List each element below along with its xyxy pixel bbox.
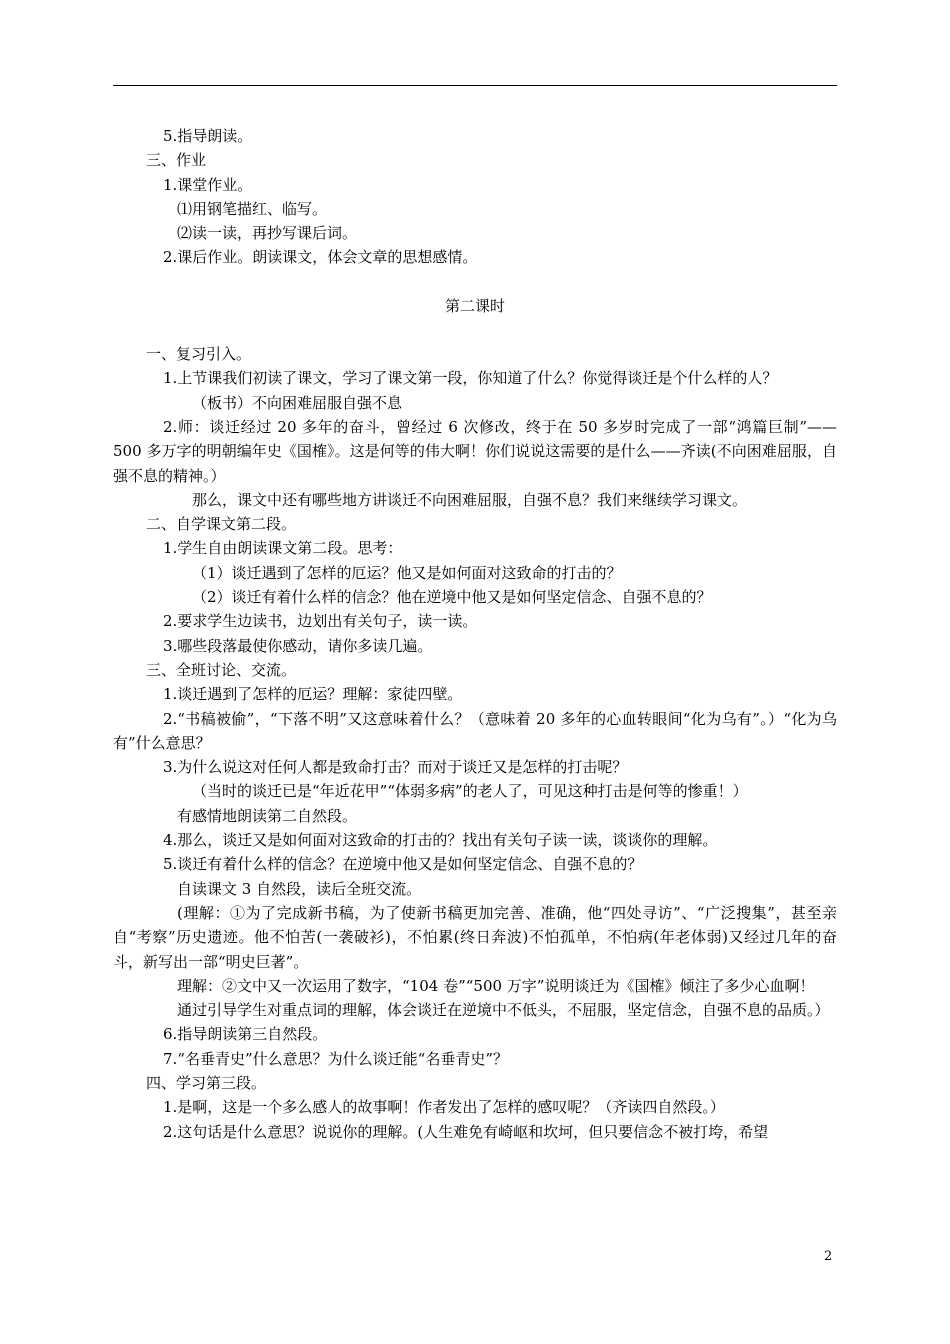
text-line: 1.课堂作业。 bbox=[163, 175, 253, 194]
text-line: （1）谈迁遇到了怎样的厄运？他又是如何面对这致命的打击的？ bbox=[192, 563, 622, 582]
text-line: 1.上节课我们初读了课文，学习了课文第一段，你知道了什么？你觉得谈迁是个什么样的人？ bbox=[163, 369, 778, 388]
section-heading: 三、作业 bbox=[146, 151, 207, 170]
section-heading: 二、自学课文第二段。 bbox=[146, 515, 297, 534]
text-line: 有感情地朗读第二自然段。 bbox=[177, 806, 358, 825]
lesson-title: 第二课时 bbox=[444, 296, 505, 315]
text-line: 1.学生自由朗读课文第二段。思考： bbox=[163, 539, 403, 558]
paragraph: 通过引导学生对重点词的理解，体会谈迁在逆境中不低头，不屈服，坚定信念，自强不息的品质。） bbox=[177, 1001, 830, 1020]
text-line: 7.“名垂青史”什么意思？为什么谈迁能“名垂青史”？ bbox=[163, 1049, 508, 1068]
text-line: 5.指导朗读。 bbox=[163, 127, 253, 145]
text-line: 2.要求学生边读书，边划出有关句子，读一读。 bbox=[163, 612, 478, 631]
paragraph: (理解：①为了完成新书稿，为了使新书稿更加完善、准确，他“四处寻访”、“广泛搜集”，甚至亲自“考察”历史遗迹。他不怕苦(一袭破衫)，不怕累(终日奔波)不怕孤单，不怕病(年老体弱)又经过几年的奋斗，新写出一部“明史巨著”。 bbox=[113, 903, 837, 971]
text-line: 自读课文 3 自然段，读后全班交流。 bbox=[177, 879, 422, 898]
text-line: ⑴用钢笔描红、临写。 bbox=[177, 199, 328, 218]
text-line: 2.课后作业。朗读课文，体会文章的思想感情。 bbox=[163, 248, 478, 267]
paragraph: 2.“书稿被偷”，“下落不明”又这意味着什么？（意味着 20 多年的心血转眼间“化为乌有”。）“化为乌有”什么意思？ bbox=[113, 709, 837, 752]
text-line: 4.那么，谈迁又是如何面对这致命的打击的？找出有关句子读一读，谈谈你的理解。 bbox=[163, 831, 718, 850]
text-line: ⑵读一读，再抄写课后词。 bbox=[177, 224, 358, 243]
page-number: 2 bbox=[824, 1249, 833, 1264]
section-heading: 三、全班讨论、交流。 bbox=[146, 660, 297, 679]
text-line: 6.指导朗读第三自然段。 bbox=[163, 1025, 328, 1044]
paragraph: 理解：②文中又一次运用了数字，“104 卷”“500 万字”说明谈迁为《国榷》倾注了多少心血啊！ bbox=[177, 976, 815, 995]
header-rule bbox=[113, 85, 837, 86]
text-line: （2）谈迁有着什么样的信念？他在逆境中他又是如何坚定信念、自强不息的？ bbox=[192, 588, 712, 607]
text-line: 那么，课文中还有哪些地方讲谈迁不向困难屈服，自强不息？我们来继续学习课文。 bbox=[192, 490, 748, 509]
text-line: （板书）不向困难屈服自强不息 bbox=[192, 393, 403, 412]
text-line: 5.谈迁有着什么样的信念？在逆境中他又是如何坚定信念、自强不息的？ bbox=[163, 855, 643, 874]
text-line: 3.哪些段落最使你感动，请你多读几遍。 bbox=[163, 636, 433, 655]
section-heading: 四、学习第三段。 bbox=[146, 1073, 267, 1092]
paragraph: 2.师：谈迁经过 20 多年的奋斗，曾经过 6 次修改，终于在 50 多岁时完成了一部“鸿篇巨制”——500 多万字的明朝编年史《国榷》。这是何等的伟大啊！你们说说这需要的是什么——齐读(不向困难屈服，自强不息的精神。） bbox=[113, 417, 837, 485]
text-line: （当时的谈迁已是“年近花甲”“体弱多病”的老人了，可见这种打击是何等的惨重！） bbox=[192, 782, 748, 801]
text-line: 3.为什么说这对任何人都是致命打击？而对于谈迁又是怎样的打击呢？ bbox=[163, 758, 628, 777]
section-heading: 一、复习引入。 bbox=[146, 345, 252, 364]
text-line: 1.谈迁遇到了怎样的厄运？理解：家徒四壁。 bbox=[163, 685, 463, 704]
document-body bbox=[113, 124, 837, 1144]
text-line: 1.是啊，这是一个多么感人的故事啊！作者发出了怎样的感叹呢？（齐读四自然段。） bbox=[163, 1098, 725, 1117]
text-line: 2.这句话是什么意思？说说你的理解。(人生难免有崎岖和坎坷，但只要信念不被打垮，希望 bbox=[163, 1122, 769, 1141]
